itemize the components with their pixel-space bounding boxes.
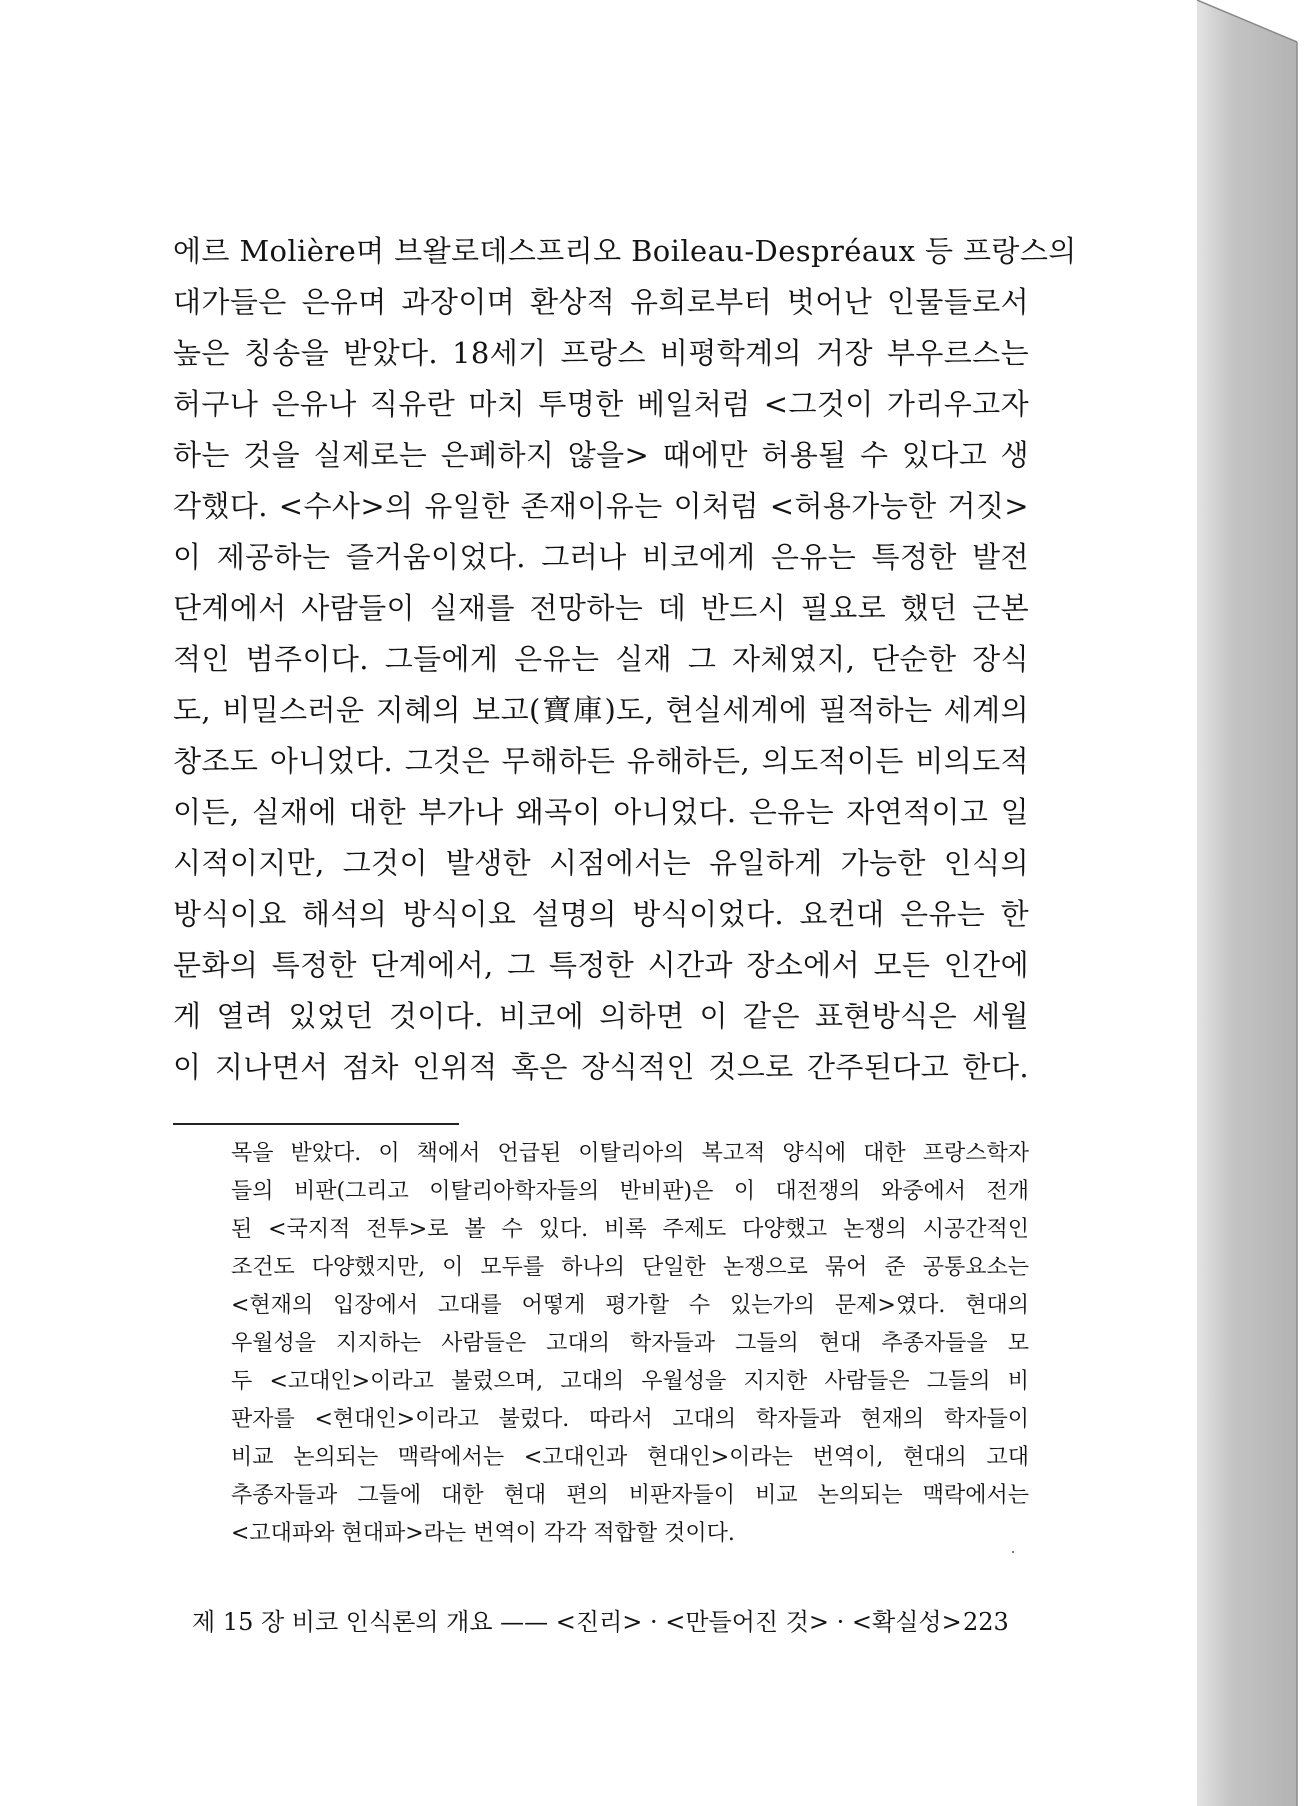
running-footer: 제 15 장 비코 인식론의 개요 —— <진리> · <만들어진 것> · <확실성> xyxy=(192,1608,962,1636)
footnote-line: 우월성을 지지하는 사람들은 고대의 학자들과 그들의 현대 추종자들을 모 xyxy=(231,1331,1029,1356)
footnote-line: 조건도 다양했지만, 이 모두를 하나의 단일한 논쟁으로 묶어 준 공통요소는 xyxy=(231,1255,1029,1280)
body-line: 각했다. <수사>의 유일한 존재이유는 이처럼 <허용가능한 거짓> xyxy=(173,489,1029,523)
footnote-line: 들의 비판(그리고 이탈리아학자들의 반비판)은 이 대전쟁의 와중에서 전개 xyxy=(231,1179,1029,1204)
footnote-line: 비교 논의되는 맥락에서는 <고대인과 현대인>이라는 번역이, 현대의 고대 xyxy=(231,1445,1029,1470)
footnote xyxy=(231,1135,1029,1553)
body-line: 적인 범주이다. 그들에게 은유는 실재 그 자체였지, 단순한 장식 xyxy=(173,642,1029,676)
body-line: 단계에서 사람들이 실재를 전망하는 데 반드시 필요로 했던 근본 xyxy=(173,591,1029,625)
footnote-divider xyxy=(173,1123,459,1125)
body-line: 이 제공하는 즐거움이었다. 그러나 비코에게 은유는 특정한 발전 xyxy=(173,540,1029,574)
footnote-line: <고대파와 현대파>라는 번역이 각각 적합할 것이다. xyxy=(231,1521,735,1546)
footnote-line: 된 <국지적 전투>로 볼 수 있다. 비록 주제도 다양했고 논쟁의 시공간적인 xyxy=(231,1217,1029,1242)
book-edge xyxy=(1197,0,1314,1806)
footnote-line: 두 <고대인>이라고 불렀으며, 고대의 우월성을 지지한 사람들은 그들의 비 xyxy=(231,1369,1029,1394)
footnote-line: 판자를 <현대인>이라고 불렀다. 따라서 고대의 학자들과 현재의 학자들이 xyxy=(231,1407,1029,1432)
body-line: 게 열려 있었던 것이다. 비코에 의하면 이 같은 표현방식은 세월 xyxy=(173,999,1029,1033)
page-number: 223 xyxy=(963,1608,1009,1636)
body-line: 허구나 은유나 직유란 마치 투명한 베일처럼 <그것이 가리우고자 xyxy=(173,387,1029,421)
body-line: 에르 Molière며 브왈로데스프리오 Boileau-Despréaux 등 프랑스의 xyxy=(173,234,1077,268)
book-edge-face xyxy=(1197,0,1297,1806)
body-line: 창조도 아니었다. 그것은 무해하든 유해하든, 의도적이든 비의도적 xyxy=(173,744,1029,778)
body-line: 높은 칭송을 받았다. 18세기 프랑스 비평학계의 거장 부우르스는 xyxy=(173,336,1029,370)
body-line: 시적이지만, 그것이 발생한 시점에서는 유일하게 가능한 인식의 xyxy=(173,846,1029,880)
scan-speck xyxy=(1012,1551,1014,1553)
body-text xyxy=(173,226,1077,1093)
footnote-line: 추종자들과 그들에 대한 현대 편의 비판자들이 비교 논의되는 맥락에서는 xyxy=(231,1483,1029,1508)
body-line: 대가들은 은유며 과장이며 환상적 유희로부터 벗어난 인물들로서 xyxy=(173,285,1029,319)
body-line: 이 지나면서 점차 인위적 혹은 장식적인 것으로 간주된다고 한다. xyxy=(173,1050,1029,1084)
body-line: 문화의 특정한 단계에서, 그 특정한 시간과 장소에서 모든 인간에 xyxy=(173,948,1029,982)
footnote-line: 목을 받았다. 이 책에서 언급된 이탈리아의 복고적 양식에 대한 프랑스학자 xyxy=(231,1141,1029,1166)
footnote-line: <현재의 입장에서 고대를 어떻게 평가할 수 있는가의 문제>였다. 현대의 xyxy=(231,1293,1029,1318)
body-line: 방식이요 해석의 방식이요 설명의 방식이었다. 요컨대 은유는 한 xyxy=(173,897,1029,931)
body-line: 하는 것을 실제로는 은폐하지 않을> 때에만 허용될 수 있다고 생 xyxy=(173,438,1029,472)
body-line: 이든, 실재에 대한 부가나 왜곡이 아니었다. 은유는 자연적이고 일 xyxy=(173,795,1029,829)
body-line: 도, 비밀스러운 지혜의 보고(寶庫)도, 현실세계에 필적하는 세계의 xyxy=(173,693,1029,727)
